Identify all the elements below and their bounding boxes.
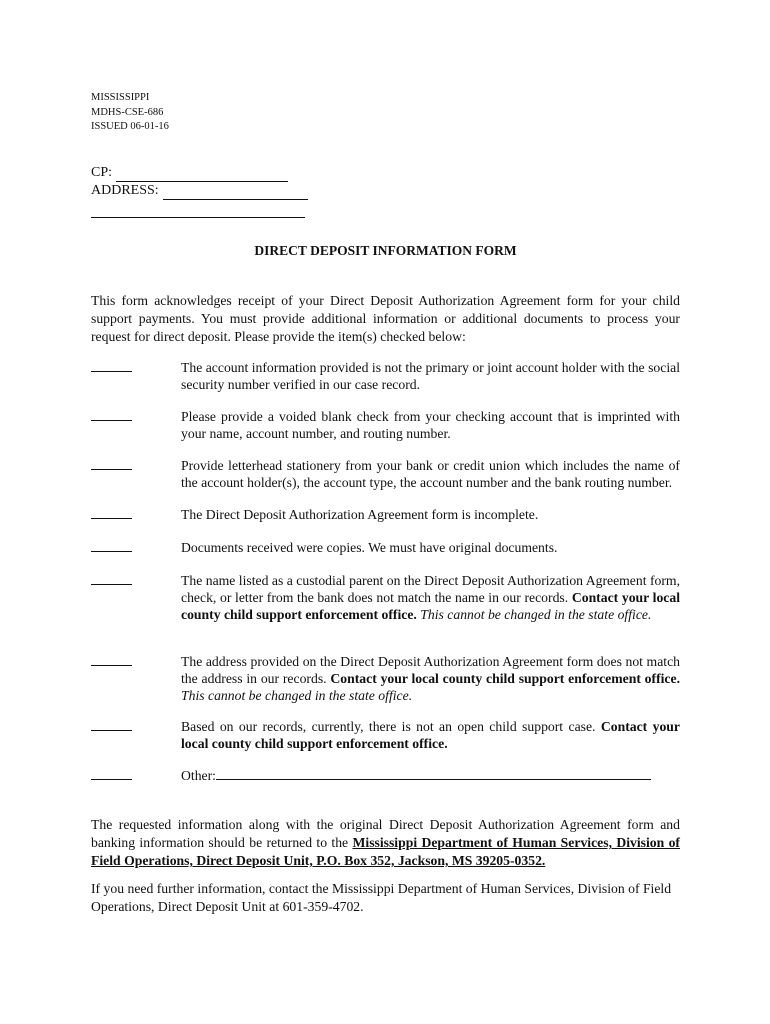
form-page [91, 0, 680, 1024]
other-field[interactable] [216, 767, 651, 780]
item-italic-text: This cannot be changed in the state office. [420, 607, 652, 622]
item-text [181, 718, 680, 752]
other-label: Other: [181, 768, 216, 783]
item-text [181, 653, 680, 704]
cp-label: CP: [91, 165, 113, 180]
recipient-block [91, 164, 308, 218]
item-text [181, 572, 680, 623]
check-blank[interactable] [91, 767, 132, 780]
check-blank[interactable] [91, 408, 132, 421]
closing-text: The requested information along with the original Direct Deposit Authorization Agreement form and banking information should be returned to the [91, 817, 680, 850]
check-blank[interactable] [91, 506, 132, 519]
closing-paragraph [91, 816, 680, 870]
item-text: The Direct Deposit Authorization Agreement form is incomplete. [181, 507, 539, 522]
check-blank[interactable] [91, 718, 132, 731]
form-header [91, 91, 169, 135]
cp-field[interactable] [116, 168, 288, 182]
item-bold-text: Contact your local county child support enforcement office. [181, 719, 680, 751]
check-blank[interactable] [91, 457, 132, 470]
item-plain-text: The address provided on the Direct Deposit Authorization Agreement form does not match the address in our records. [181, 654, 680, 686]
item-text: Provide letterhead stationery from your bank or credit union which includes the name of the account holder(s), the account type, the account number and the bank routing number. [181, 458, 680, 490]
item-italic-text: This cannot be changed in the state office. [181, 688, 413, 703]
intro-paragraph: This form acknowledges receipt of your Direct Deposit Authorization Agreement form for your child support payments. You must provide additional information or additional documents to process your request for direct deposit. Please provide the item(s) checked below: [91, 293, 680, 344]
item-plain-text: Based on our records, currently, there is not an open child support case. [181, 719, 596, 734]
address-field[interactable] [163, 186, 308, 200]
form-title: DIRECT DEPOSIT INFORMATION FORM [254, 243, 517, 258]
check-blank[interactable] [91, 653, 132, 666]
item-text: The account information provided is not the primary or joint account holder with the social security number verified in our case record. [181, 360, 680, 392]
item-bold-text: Contact your local county child support enforcement office. [330, 671, 681, 686]
item-plain-text: The name listed as a custodial parent on the Direct Deposit Authorization Agreement form, check, or letter from the bank does not match the name in our records. [181, 573, 680, 605]
address-line [91, 182, 308, 200]
address-label: ADDRESS: [91, 183, 159, 198]
cp-line [91, 164, 308, 182]
item-bold-text: Contact your local county child support enforcement office. [181, 590, 681, 622]
address-line-2 [91, 200, 308, 218]
check-blank[interactable] [91, 359, 132, 372]
state-label: MISSISSIPPI [91, 92, 150, 103]
return-address: Mississippi Department of Human Services, Division of Field Operations, Direct Deposit Unit, P.O. Box 352, Jackson, MS 39205-0352. [91, 835, 680, 868]
form-code: MDHS-CSE-686 [91, 106, 164, 118]
check-blank[interactable] [91, 539, 132, 552]
issued-date: ISSUED 06-01-16 [91, 121, 169, 132]
check-blank[interactable] [91, 572, 132, 585]
other-row [181, 767, 680, 784]
contact-paragraph: If you need further information, contact the Mississippi Department of Human Services, Division of Field Operations, Direct Deposit Unit at 601-359-4702. [91, 881, 672, 914]
address-field-2[interactable] [91, 204, 305, 218]
item-text: Documents received were copies. We must have original documents. [181, 540, 558, 555]
item-text: Please provide a voided blank check from your checking account that is imprinted with your name, account number, and routing number. [181, 409, 680, 441]
